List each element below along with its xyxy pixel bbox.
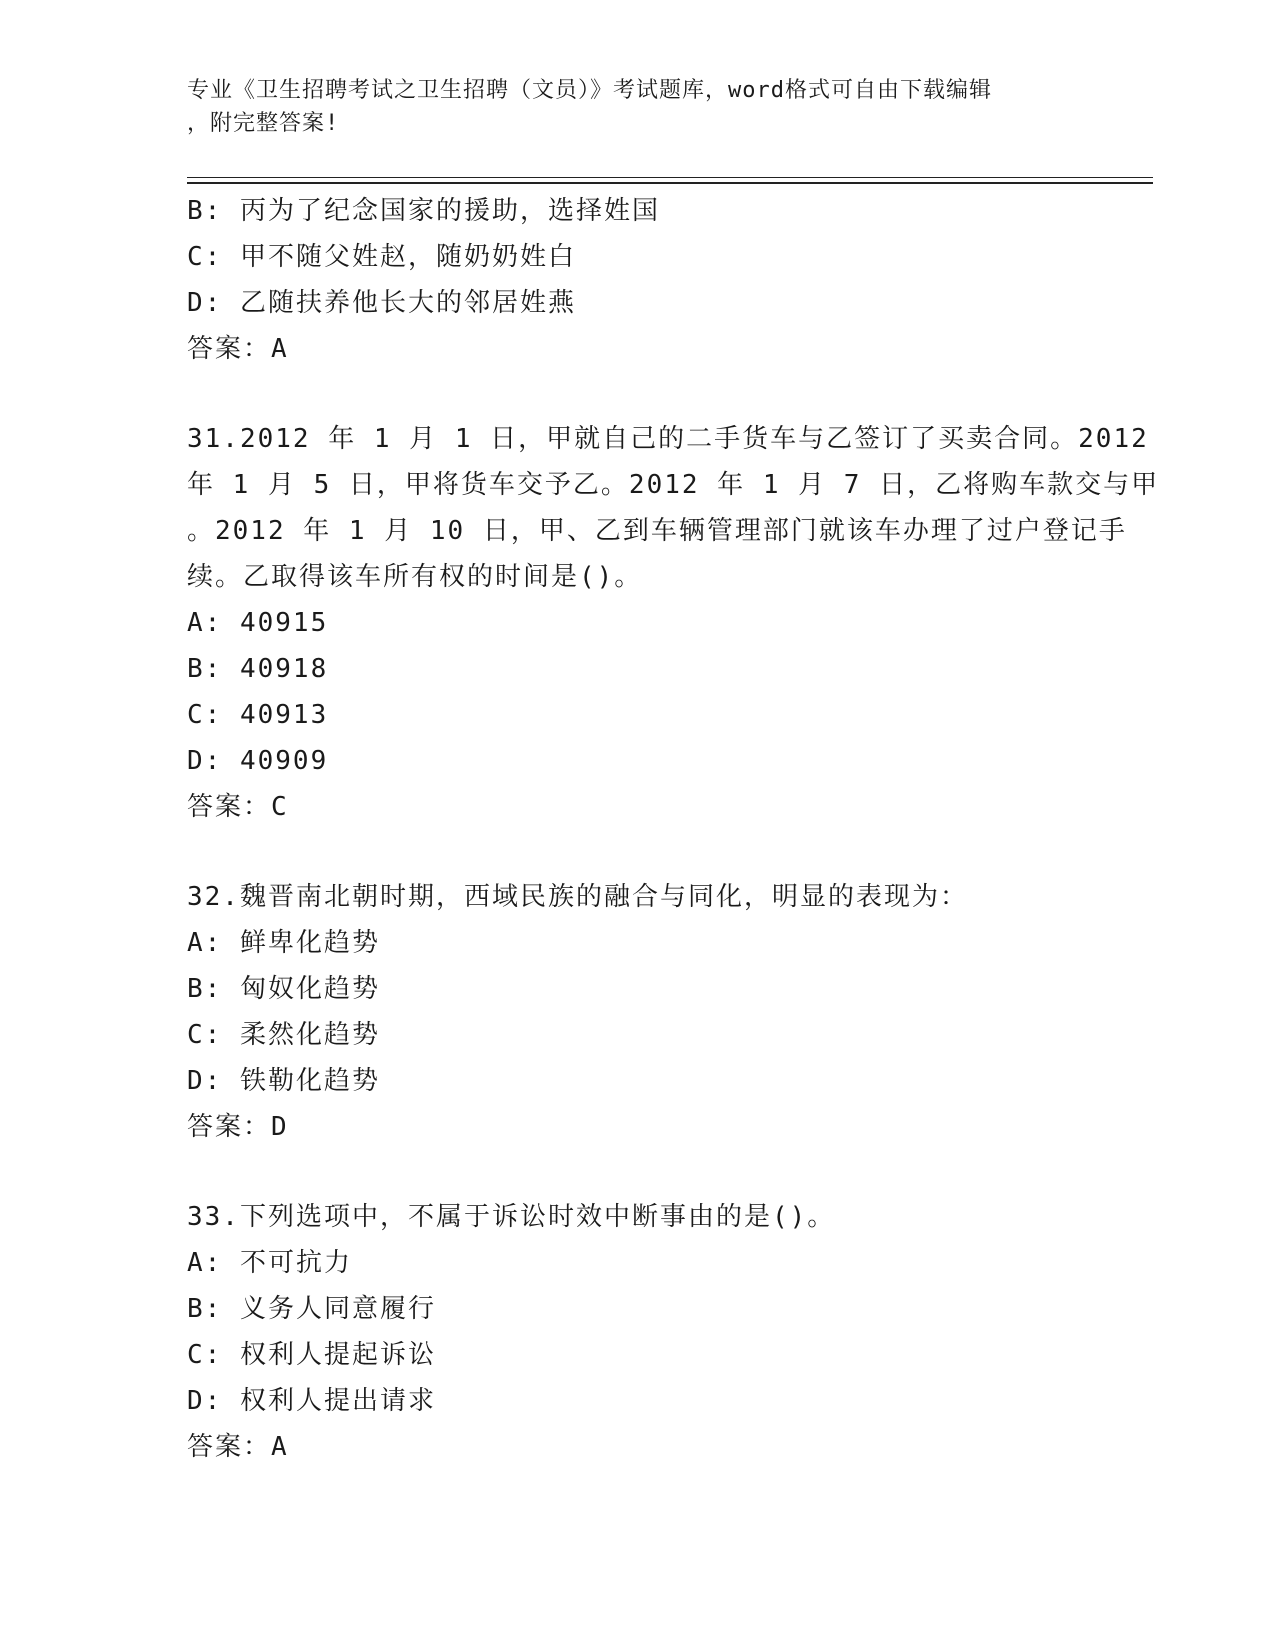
document-body: [187, 188, 1160, 1470]
header-line-1: 专业《卫生招聘考试之卫生招聘（文员）》考试题库，word格式可自由下载编辑: [187, 78, 992, 103]
answer-line: 答案：A: [187, 1432, 289, 1462]
header-divider-thick: [187, 182, 1153, 184]
document-header: [187, 74, 1067, 140]
option-d: D: 40909: [187, 746, 329, 776]
option-b: B: 40918: [187, 654, 329, 684]
question-stem-line: 31.2012 年 1 月 1 日，甲就自己的二手货车与乙签订了买卖合同。2012: [187, 424, 1149, 454]
option-c: C: 柔然化趋势: [187, 1020, 380, 1050]
option-b: B: 匈奴化趋势: [187, 974, 380, 1004]
question-31: [187, 416, 1160, 830]
option-a: A: 鲜卑化趋势: [187, 928, 380, 958]
option-b: B: 义务人同意履行: [187, 1294, 436, 1324]
question-30-continued: [187, 188, 1087, 372]
option-a: A: 不可抗力: [187, 1248, 352, 1278]
question-stem-line: 32.魏晋南北朝时期，西域民族的融合与同化，明显的表现为：: [187, 882, 968, 912]
option-d: D: 铁勒化趋势: [187, 1066, 380, 1096]
answer-line: 答案：C: [187, 792, 289, 822]
question-stem-line: 续。乙取得该车所有权的时间是()。: [187, 562, 643, 592]
option-c: C: 40913: [187, 700, 329, 730]
question-stem-line: 。2012 年 1 月 10 日，甲、乙到车辆管理部门就该车办理了过户登记手: [187, 516, 1127, 546]
question-32: [187, 874, 1087, 1150]
option-b: B: 丙为了纪念国家的援助，选择姓国: [187, 196, 660, 226]
header-line-2: ，附完整答案!: [187, 111, 340, 136]
option-d: D: 权利人提出请求: [187, 1386, 436, 1416]
question-33: [187, 1194, 1087, 1470]
option-a: A: 40915: [187, 608, 329, 638]
answer-line: 答案：A: [187, 334, 289, 364]
header-divider-thin: [187, 177, 1153, 178]
question-stem-line: 年 1 月 5 日，甲将货车交予乙。2012 年 1 月 7 日，乙将购车款交与甲: [187, 470, 1160, 500]
question-stem-line: 33.下列选项中，不属于诉讼时效中断事由的是()。: [187, 1202, 836, 1232]
option-c: C: 权利人提起诉讼: [187, 1340, 436, 1370]
answer-line: 答案：D: [187, 1112, 289, 1142]
option-d: D: 乙随扶养他长大的邻居姓燕: [187, 288, 576, 318]
option-c: C: 甲不随父姓赵，随奶奶姓白: [187, 242, 576, 272]
